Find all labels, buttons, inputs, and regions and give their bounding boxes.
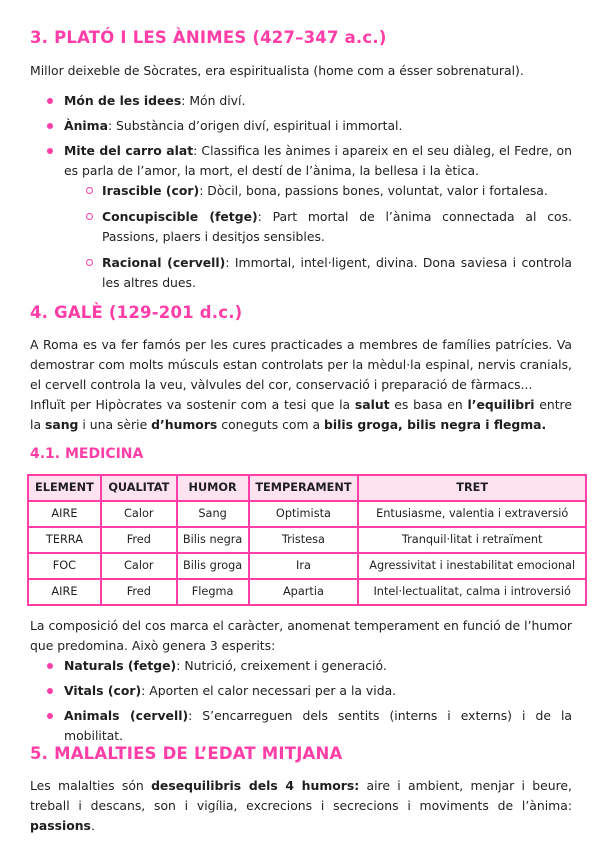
section-4-heading: 4. GALÈ (129-201 d.c.) <box>30 303 243 322</box>
list-item: Concupiscible (fetge): Part mortal de l’ànima connectada al cos. Passions, plaers i desitjos sensibles. <box>86 207 572 247</box>
humors-table <box>27 474 587 606</box>
table-row <box>28 501 586 527</box>
table-cell: TERRA <box>28 527 101 553</box>
table-cell: Tristesa <box>249 527 359 553</box>
table-cell: Calor <box>101 553 177 579</box>
table-cell: AIRE <box>28 579 101 605</box>
table-cell: Optimista <box>249 501 359 527</box>
section-4-paragraph-2: Influït per Hipòcrates va sostenir com a tesi que la salut es basa en l’equilibri entre la sang i una sèrie d’humors coneguts com a bilis groga, bilis negra i flegma. <box>30 397 573 432</box>
table-cell: Apartia <box>249 579 359 605</box>
column-header: HUMOR <box>177 475 249 501</box>
list-item: Irascible (cor): Dòcil, bona, passions bones, voluntat, valor i fortalesa. <box>86 181 572 201</box>
list-item: Ànima: Substància d’origen diví, espiritual i immortal. <box>30 116 572 136</box>
table-row <box>28 527 586 553</box>
table-cell: Ira <box>249 553 359 579</box>
table-cell: Sang <box>177 501 249 527</box>
column-header: TEMPERAMENT <box>249 475 359 501</box>
list-item: Racional (cervell): Immortal, intel·ligent, divina. Dona saviesa i controla les altres dues. <box>86 253 572 293</box>
table-cell: Bilis negra <box>177 527 249 553</box>
table-cell: Fred <box>101 527 177 553</box>
table-cell: Agressivitat i inestabilitat emocional <box>358 553 586 579</box>
list-item: Naturals (fetge): Nutrició, creixement i generació. <box>30 656 572 676</box>
table-cell: Flegma <box>177 579 249 605</box>
list-item: Mite del carro alat: Classifica les ànimes i apareix en el seu diàleg, el Fedre, on es parla de l’amor, la mort, el destí de l’ànima, la bellesa i la ètica. <box>30 141 572 181</box>
table-header-row <box>28 475 586 501</box>
column-header: ELEMENT <box>28 475 101 501</box>
table-cell: FOC <box>28 553 101 579</box>
plato-bullet-list <box>30 91 572 181</box>
column-header: TRET <box>358 475 586 501</box>
table-row <box>28 553 586 579</box>
section-3-intro: Millor deixeble de Sòcrates, era espiritualista (home com a ésser sobrenatural). <box>30 63 524 78</box>
table-cell: Fred <box>101 579 177 605</box>
section-3-heading: 3. PLATÓ I LES ÀNIMES (427–347 a.c.) <box>30 28 387 47</box>
table-cell: Bilis groga <box>177 553 249 579</box>
section-4-paragraph-1: A Roma es va fer famós per les cures practicades a membres de famílies patrícies. Va demostrar com molts músculs estan controlats per la mèdul·la espinal, nervis cranials, el cervell controla la veu, vàlvules del cor, conservació i preparació de fàrmacs... <box>30 337 572 392</box>
spirits-list <box>30 656 572 746</box>
table-cell: Tranquil·litat i retraïment <box>358 527 586 553</box>
soul-parts-list <box>86 181 572 293</box>
table-cell: Calor <box>101 501 177 527</box>
list-item: Animals (cervell): S’encarreguen dels sentits (interns i externs) i de la mobilitat. <box>30 706 572 746</box>
table-cell: Entusiasme, valentia i extraversió <box>358 501 586 527</box>
section-5-heading: 5. MALALTIES DE L’EDAT MITJANA <box>30 744 343 763</box>
section-4-paragraph-3: La composició del cos marca el caràcter, anomenat temperament en funció de l’humor que predomina. Això genera 3 esperits: <box>30 618 572 653</box>
list-item: Vitals (cor): Aporten el calor necessari per a la vida. <box>30 681 572 701</box>
column-header: QUALITAT <box>101 475 177 501</box>
section-5-paragraph: Les malalties són desequilibris dels 4 humors: aire i ambient, menjar i beure, treball i descans, son i vigília, excrecions i secrecions i moviments de l’ànima: passions. <box>30 778 572 833</box>
medicina-subheading: 4.1. MEDICINA <box>30 446 144 462</box>
table-cell: Intel·lectualitat, calma i introversió <box>358 579 586 605</box>
table-row <box>28 579 586 605</box>
list-item: Món de les idees: Món diví. <box>30 91 572 111</box>
table-cell: AIRE <box>28 501 101 527</box>
